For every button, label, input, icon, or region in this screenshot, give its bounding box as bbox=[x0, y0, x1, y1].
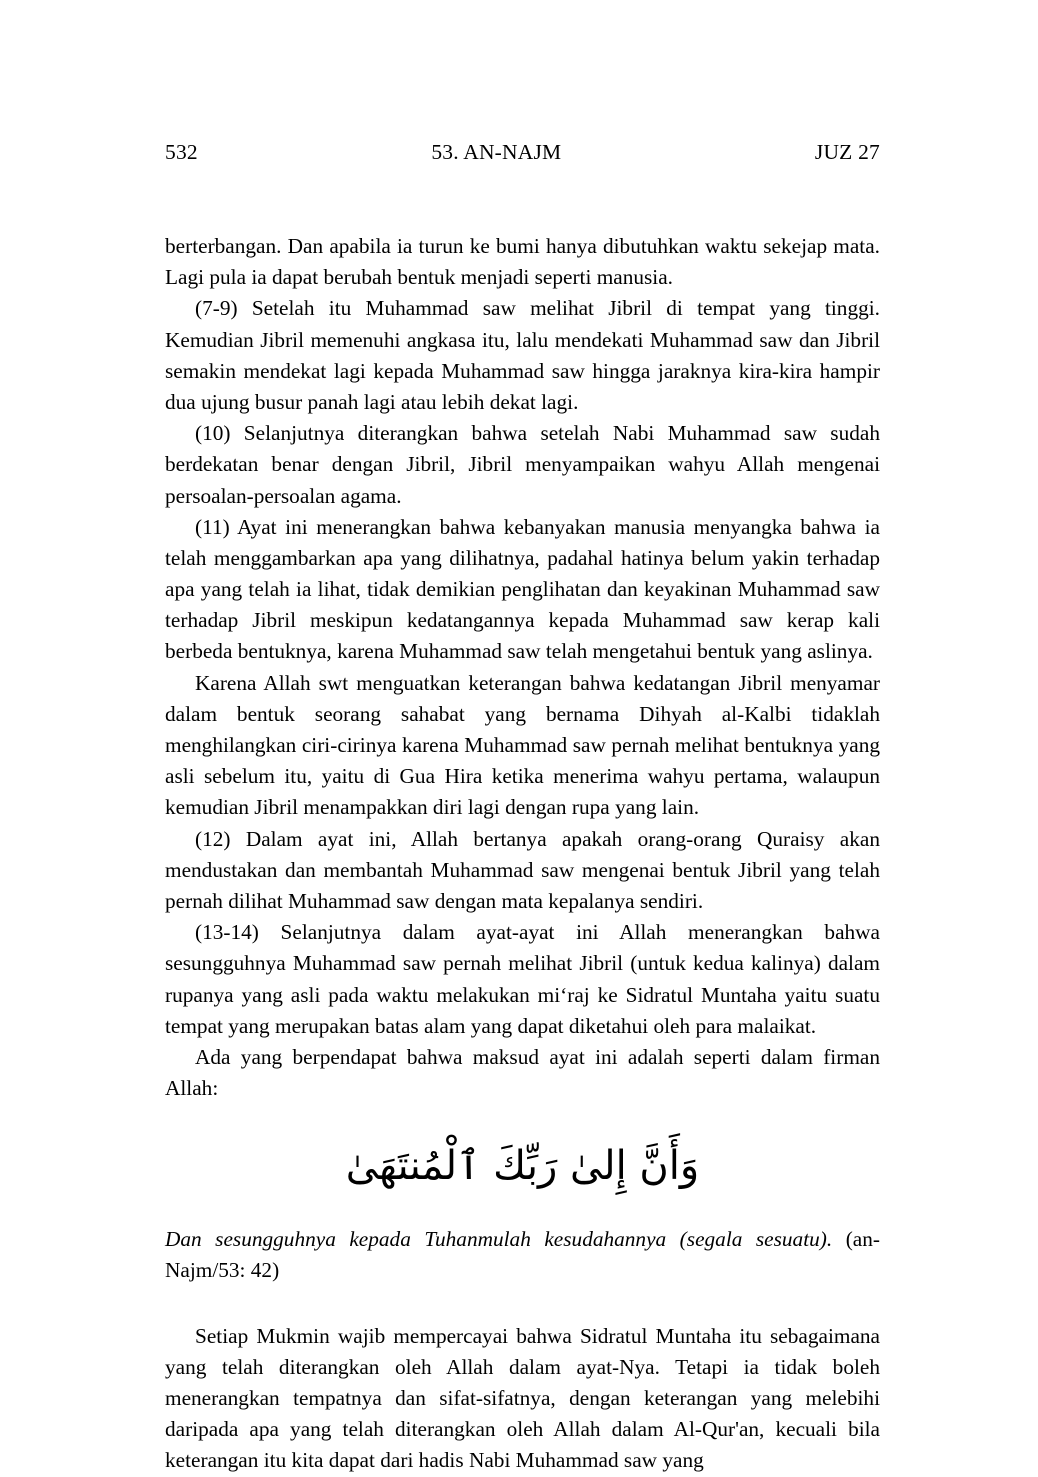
paragraph: Setiap Mukmin wajib mempercayai bahwa Sidratul Muntaha itu sebagaimana yang telah diterangkan oleh Allah dalam ayat-Nya. Tetapi ia tidak boleh menerangkan tempatnya dan sifat-sifatnya, dengan keterangan yang melebihi daripada apa yang telah diterangkan oleh Allah dalam Al-Qur'an, kecuali bila keterangan itu kita dapat dari hadis Nabi Muhammad saw yang bbox=[165, 1323, 880, 1473]
paragraph: (7-9) Setelah itu Muhammad saw melihat Jibril di tempat yang tinggi. Kemudian Jibril memenuhi angkasa itu, lalu mendekati Muhammad saw dan Jibril semakin mendekat lagi kepada Muhammad saw hingga jaraknya kira-kira hampir dua ujung busur panah lagi atau lebih dekat lagi. bbox=[165, 296, 880, 414]
arabic-verse: وَأَنَّ إِلىٰ رَبِّكَ ٱلْمُنتَهَىٰ bbox=[345, 1143, 700, 1190]
verse-reference: (an-Najm/53: 42) bbox=[165, 1227, 880, 1283]
page-number: 532 bbox=[165, 140, 198, 164]
body-text bbox=[165, 231, 880, 1477]
verse-translation bbox=[165, 1224, 880, 1286]
verse-translation-italic: Dan sesungguhnya kepada Tuhanmulah kesudahannya (segala sesuatu). bbox=[165, 1227, 833, 1252]
page-header bbox=[165, 140, 880, 165]
surah-title: 53. AN-NAJM bbox=[431, 140, 562, 164]
paragraph: (10) Selanjutnya diterangkan bahwa setelah Nabi Muhammad saw sudah berdekatan benar dengan Jibril, Jibril menyampaikan wahyu Allah mengenai persoalan-persoalan agama. bbox=[165, 421, 880, 508]
juz-label: JUZ 27 bbox=[814, 140, 880, 164]
paragraph: (11) Ayat ini menerangkan bahwa kebanyakan manusia menyangka bahwa ia telah menggambarkan apa yang dilihatnya, padahal hatinya belum yakin terhadap apa yang telah ia lihat, tidak demikian penglihatan dan keyakinan Muhammad saw terhadap Jibril meskipun kedatangannya kepada Muhammad saw kerap kali berbeda bentuknya, karena Muhammad saw telah mengetahui bentuk yang aslinya. bbox=[165, 514, 880, 664]
paragraph: berterbangan. Dan apabila ia turun ke bumi hanya dibutuhkan waktu sekejap mata. Lagi pula ia dapat berubah bentuk menjadi seperti manusia. bbox=[165, 234, 880, 290]
paragraph: Karena Allah swt menguatkan keterangan bahwa kedatangan Jibril menyamar dalam bentuk seorang sahabat yang bernama Dihyah al-Kalbi tidaklah menghilangkan ciri-cirinya karena Muhammad saw pernah melihat bentuknya yang asli sebelum itu, yaitu di Gua Hira ketika menerima wahyu pertama, walaupun kemudian Jibril menampakkan diri lagi dengan rupa yang lain. bbox=[165, 670, 880, 820]
paragraph: Ada yang berpendapat bahwa maksud ayat ini adalah seperti dalam firman Allah: bbox=[165, 1044, 880, 1101]
paragraph: (12) Dalam ayat ini, Allah bertanya apakah orang-orang Quraisy akan mendustakan dan membantah Muhammad saw mengenai bentuk Jibril yang telah pernah dilihat Muhammad saw dengan mata kepalanya sendiri. bbox=[165, 826, 880, 913]
paragraph: (13-14) Selanjutnya dalam ayat-ayat ini Allah menerangkan bahwa sesungguhnya Muhammad saw pernah melihat Jibril (untuk kedua kalinya) dalam rupanya yang asli pada waktu melakukan mi‘raj ke Sidratul Muntaha yaitu suatu tempat yang merupakan batas alam yang dapat diketahui oleh para malaikat. bbox=[165, 920, 880, 1038]
spacer bbox=[165, 1287, 880, 1321]
